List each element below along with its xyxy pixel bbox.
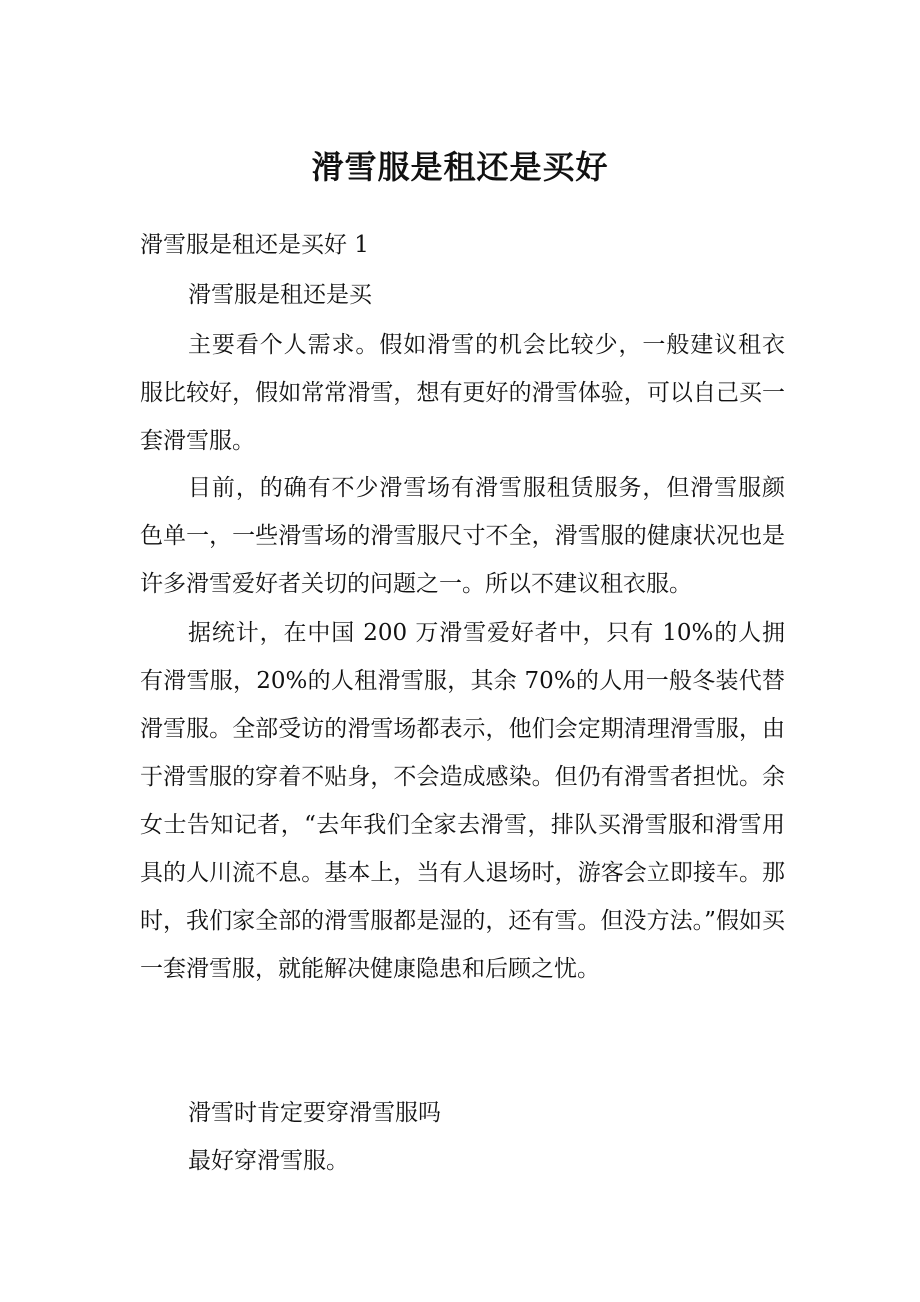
document-title: 滑雪服是租还是买好: [311, 148, 609, 186]
paragraph-best-to-wear: 最好穿滑雪服。: [188, 1148, 349, 1174]
sub-heading-rent-or-buy: 滑雪服是租还是买: [188, 282, 372, 308]
paragraph-rental-service: 目前，的确有不少滑雪场有滑雪服租赁服务，但滑雪服颜色单一，一些滑雪场的滑雪服尺寸不全，滑雪服的健康状况也是许多滑雪爱好者关切的问题之一。所以不建议租衣服。: [140, 475, 785, 597]
paragraph-personal-needs: 主要看个人需求。假如滑雪的机会比较少，一般建议租衣服比较好，假如常常滑雪，想有更好的滑雪体验，可以自己买一套滑雪服。: [140, 332, 785, 454]
section-heading: 滑雪服是租还是买好 1: [140, 232, 369, 258]
paragraph-statistics: 据统计，在中国 200 万滑雪爱好者中，只有 10%的人拥有滑雪服，20%的人租滑雪服，其余 70%的人用一般冬装代替滑雪服。全部受访的滑雪场都表示，他们会定期清理滑雪服，由于滑雪服的穿着不贴身，不会造成感染。但仍有滑雪者担忧。余女士告知记者，“去年我们全家去滑雪，排队买滑雪服和滑雪用具的人川流不息。基本上，当有人退场时，游客会立即接车。那时，我们家全部的滑雪服都是湿的，还有雪。但没方法。”假如买一套滑雪服，就能解决健康隐患和后顾之忧。: [140, 620, 785, 982]
sub-heading-must-wear: 滑雪时肯定要穿滑雪服吗: [188, 1100, 441, 1126]
